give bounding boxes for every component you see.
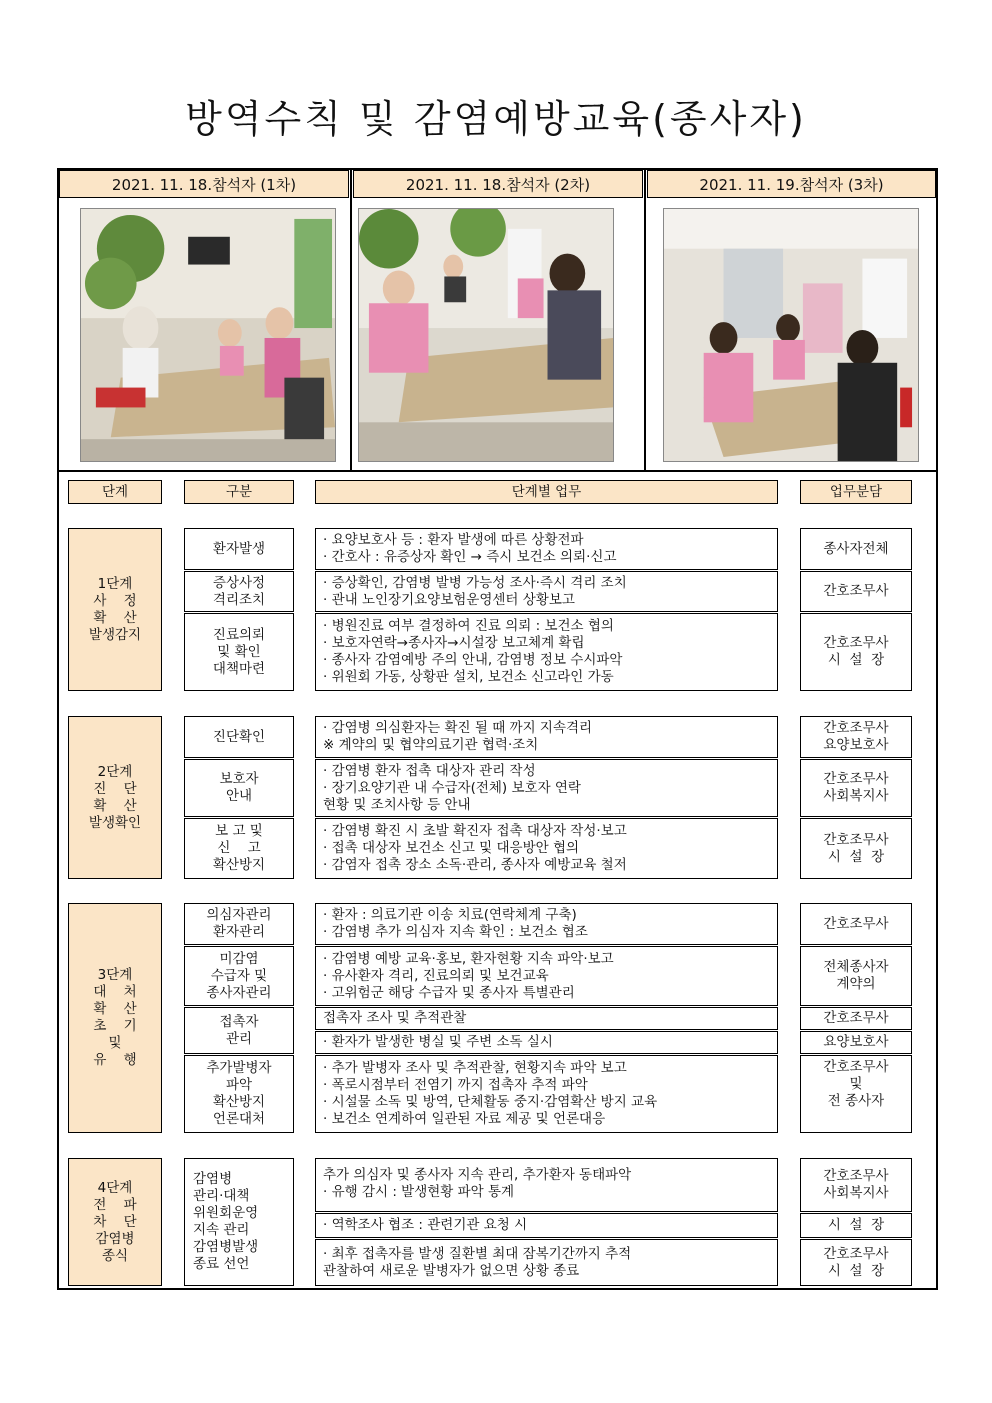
task-line: · 유행 감시 : 발생현황 파악 통계 — [323, 1184, 515, 1200]
stage-line: 4단계 — [97, 1179, 133, 1196]
category-line: 관리 — [225, 1030, 253, 1047]
stage-line: 사 정 — [93, 592, 137, 609]
category-cell — [184, 716, 294, 758]
task-line: · 보건소 연계하여 일관된 자료 제공 및 언론대응 — [323, 1111, 606, 1127]
tasks-cell — [315, 571, 778, 612]
category-cell — [184, 1007, 294, 1054]
role-line: 시 설 장 — [827, 848, 885, 865]
role-line: 전 종사자 — [827, 1093, 885, 1109]
role-line: 간호조무사 — [823, 720, 889, 736]
category-line: 증상사정 — [212, 574, 266, 591]
role-line: 사회복지사 — [823, 788, 889, 804]
stage-line: 감염병 — [95, 1230, 135, 1247]
task-line: · 환자가 발생한 병실 및 주변 소독 실시 — [323, 1034, 553, 1050]
task-line: · 위원회 가동, 상황판 설치, 보건소 신고라인 가동 — [323, 669, 614, 685]
category-line: 환자발생 — [212, 540, 266, 557]
task-line: · 장기요양기관 내 수급자(전체) 보호자 연락 — [323, 779, 581, 796]
category-line: 보호자 — [219, 771, 259, 787]
task-line: · 감염병 추가 의심자 지속 확인 : 보건소 협조 — [323, 924, 588, 940]
tasks-cell — [315, 903, 778, 945]
stage-1 — [68, 528, 162, 691]
photo-session-1 — [80, 208, 336, 462]
role-line: 요양보호사 — [823, 737, 889, 753]
stage-line: 확 산 — [93, 1001, 137, 1017]
role-cell — [800, 1031, 912, 1054]
category-line: 대책마련 — [212, 660, 266, 677]
task-line: · 환자 : 의료기관 이송 치료(연락체계 구축) — [323, 907, 577, 923]
role-cell — [800, 903, 912, 945]
role-cell — [800, 571, 912, 612]
category-line: 격리조치 — [212, 591, 266, 608]
tasks-cell — [315, 1007, 778, 1030]
tasks-cell — [315, 1158, 778, 1212]
tasks-cell — [315, 716, 778, 758]
stage-line: 종식 — [101, 1247, 129, 1264]
task-line: 접촉자 조사 및 추적관찰 — [323, 1010, 467, 1026]
stage-line: 차 단 — [93, 1213, 137, 1230]
stage-line: 발생감지 — [88, 626, 142, 643]
category-cell — [184, 946, 294, 1006]
session-header-2: 2021. 11. 18.참석자 (2차) — [353, 170, 643, 198]
category-cell — [184, 1158, 294, 1286]
role-line: 시 설 장 — [827, 1217, 885, 1233]
role-cell — [800, 716, 912, 758]
category-line: 환자관리 — [212, 924, 266, 940]
task-line: ※ 계약의 및 협약의료기관 협력·조치 — [323, 737, 539, 753]
role-cell — [800, 1239, 912, 1286]
stage-line: 1단계 — [97, 575, 133, 592]
role-cell — [800, 613, 912, 691]
stage-line: 확 산 — [93, 609, 137, 626]
tasks-cell — [315, 818, 778, 879]
stage-line: 유 행 — [93, 1052, 137, 1068]
tasks-cell — [315, 1239, 778, 1286]
category-cell — [184, 759, 294, 817]
divider — [350, 168, 352, 470]
category-line: 추가발병자 — [206, 1060, 272, 1076]
task-line: · 병원진료 여부 결정하여 진료 의뢰 : 보건소 협의 — [323, 618, 614, 634]
category-line: 보 고 및 — [215, 823, 263, 839]
stage-line: 발생확인 — [88, 814, 142, 831]
category-cell — [184, 571, 294, 612]
category-line: 접촉자 — [219, 1013, 259, 1030]
role-cell — [800, 1007, 912, 1030]
task-line: · 감염자 접촉 장소 소독·관리, 종사자 예방교육 철저 — [323, 857, 627, 873]
task-line: · 요양보호사 등 : 환자 발생에 따른 상황전파 — [323, 532, 584, 548]
tasks-cell — [315, 1031, 778, 1054]
category-line: 확산방지 — [212, 1094, 266, 1110]
category-line: 파악 — [225, 1077, 253, 1093]
role-cell — [800, 1055, 912, 1133]
header-category: 구분 — [184, 480, 294, 504]
category-cell — [184, 818, 294, 879]
role-line: 간호조무사 — [823, 583, 889, 599]
role-line: 간호조무사 — [823, 915, 889, 932]
session-header-3: 2021. 11. 19.참석자 (3차) — [647, 170, 936, 198]
task-line: · 증상확인, 감염병 발병 가능성 조사·즉시 격리 조치 — [323, 574, 627, 591]
divider — [57, 470, 938, 472]
role-line: 계약의 — [836, 976, 876, 992]
task-line: · 고위험군 해당 수급자 및 종사자 특별관리 — [323, 984, 575, 1001]
category-line: 확산방지 — [212, 857, 266, 873]
task-line: · 보호자연락→종사자→시설장 보고체계 확립 — [323, 635, 585, 651]
stage-line: 확 산 — [93, 797, 137, 814]
task-line: 관찰하여 새로운 발병자가 없으면 상황 종료 — [323, 1262, 580, 1279]
header-role: 업무분담 — [800, 480, 912, 504]
role-line: 간호조무사 — [823, 1168, 889, 1184]
task-line: · 접촉 대상자 보건소 신고 및 대응방안 협의 — [323, 840, 580, 856]
stage-3 — [68, 903, 162, 1133]
category-line: 언론대처 — [212, 1111, 266, 1127]
category-line: 안내 — [225, 788, 253, 804]
tasks-cell — [315, 528, 778, 570]
role-cell — [800, 528, 912, 570]
role-line: 간호조무사 — [823, 635, 889, 651]
task-line: 현황 및 조치사항 등 안내 — [323, 796, 471, 813]
stage-line: 진 단 — [93, 780, 137, 797]
category-cell — [184, 528, 294, 570]
tasks-cell — [315, 946, 778, 1006]
role-line: 간호조무사 — [823, 1245, 889, 1262]
category-line: 수급자 및 — [210, 967, 268, 984]
task-line: · 간호사 : 유증상자 확인 → 즉시 보건소 의뢰·신고 — [323, 549, 617, 565]
tasks-cell — [315, 1213, 778, 1238]
category-line: 위원회운영 — [193, 1205, 259, 1221]
header-stage: 단계 — [68, 480, 162, 504]
task-line: · 최후 접촉자를 발생 질환별 최대 잠복기간까지 추적 — [323, 1245, 632, 1262]
tasks-cell — [315, 1055, 778, 1133]
stage-line: 전 파 — [93, 1196, 137, 1213]
task-line: · 감염병 의심환자는 확진 될 때 까지 지속격리 — [323, 720, 593, 736]
role-line: 요양보호사 — [823, 1034, 889, 1050]
tasks-cell — [315, 613, 778, 691]
role-line: 시 설 장 — [827, 1262, 885, 1279]
role-line: 및 — [849, 1076, 863, 1092]
task-line: · 관내 노인장기요양보험운영센터 상황보고 — [323, 591, 575, 608]
task-line: · 폭로시점부터 전염기 까지 접촉자 추적 파악 — [323, 1077, 588, 1093]
category-line: 관리·대책 — [193, 1188, 250, 1204]
role-cell — [800, 1158, 912, 1212]
category-cell — [184, 1055, 294, 1133]
task-line: · 감염병 확진 시 초발 확진자 접촉 대상자 작성·보고 — [323, 823, 627, 839]
category-cell — [184, 903, 294, 945]
role-line: 종사자전체 — [823, 540, 889, 557]
photo-session-2 — [358, 208, 614, 462]
page-title: 방역수칙 및 감염예방교육(종사자) — [185, 97, 807, 141]
category-line: 진단확인 — [212, 728, 266, 745]
divider — [644, 168, 646, 470]
task-line: · 역학조사 협조 : 관련기관 요청 시 — [323, 1217, 528, 1233]
role-cell — [800, 759, 912, 817]
role-line: 간호조무사 — [823, 831, 889, 848]
stage-line: 초 기 — [93, 1018, 137, 1034]
category-line: 및 확인 — [217, 643, 261, 660]
role-line: 전체종사자 — [823, 959, 889, 975]
stage-line: 2단계 — [97, 763, 133, 780]
category-line: 신 고 — [217, 840, 261, 856]
category-line: 의심자관리 — [206, 907, 272, 923]
task-line: · 추가 발병자 조사 및 추적관찰, 현황지속 파악 보고 — [323, 1060, 627, 1076]
task-line: · 시설물 소독 및 방역, 단체활동 중지·감염확산 방지 교육 — [323, 1094, 658, 1110]
task-line: · 유사환자 격리, 진료의뢰 및 보건교육 — [323, 967, 549, 984]
task-line: 추가 의심자 및 종사자 지속 관리, 추가환자 동태파악 — [323, 1167, 632, 1183]
category-line: 감염병발생 — [193, 1239, 259, 1255]
category-line: 진료의뢰 — [212, 626, 266, 643]
stage-2 — [68, 716, 162, 879]
role-cell — [800, 818, 912, 879]
category-line: 미감염 — [219, 950, 259, 967]
role-line: 간호조무사 — [823, 1010, 889, 1026]
category-line: 종료 선언 — [193, 1256, 250, 1272]
role-line: 간호조무사 — [823, 1059, 889, 1075]
role-line: 사회복지사 — [823, 1185, 889, 1201]
role-line: 시 설 장 — [827, 652, 885, 668]
stage-4 — [68, 1158, 162, 1286]
session-header-1: 2021. 11. 18.참석자 (1차) — [59, 170, 349, 198]
stage-line: 3단계 — [97, 967, 133, 983]
role-cell — [800, 1213, 912, 1238]
task-line: · 감염병 예방 교육·홍보, 환자현황 지속 파악·보고 — [323, 950, 614, 967]
stage-line: 대 처 — [93, 984, 137, 1000]
stage-line: 및 — [108, 1035, 122, 1051]
tasks-cell — [315, 759, 778, 817]
category-line: 감염병 — [193, 1171, 233, 1187]
task-line: · 종사자 감염예방 주의 안내, 감염병 정보 수시파악 — [323, 652, 623, 668]
role-line: 간호조무사 — [823, 771, 889, 787]
header-tasks: 단계별 업무 — [315, 480, 778, 504]
category-cell — [184, 613, 294, 691]
category-line: 지속 관리 — [193, 1222, 250, 1238]
role-cell — [800, 946, 912, 1006]
photo-session-3 — [663, 208, 919, 462]
category-line: 종사자관리 — [206, 984, 272, 1001]
task-line: · 감염병 환자 접촉 대상자 관리 작성 — [323, 762, 536, 779]
